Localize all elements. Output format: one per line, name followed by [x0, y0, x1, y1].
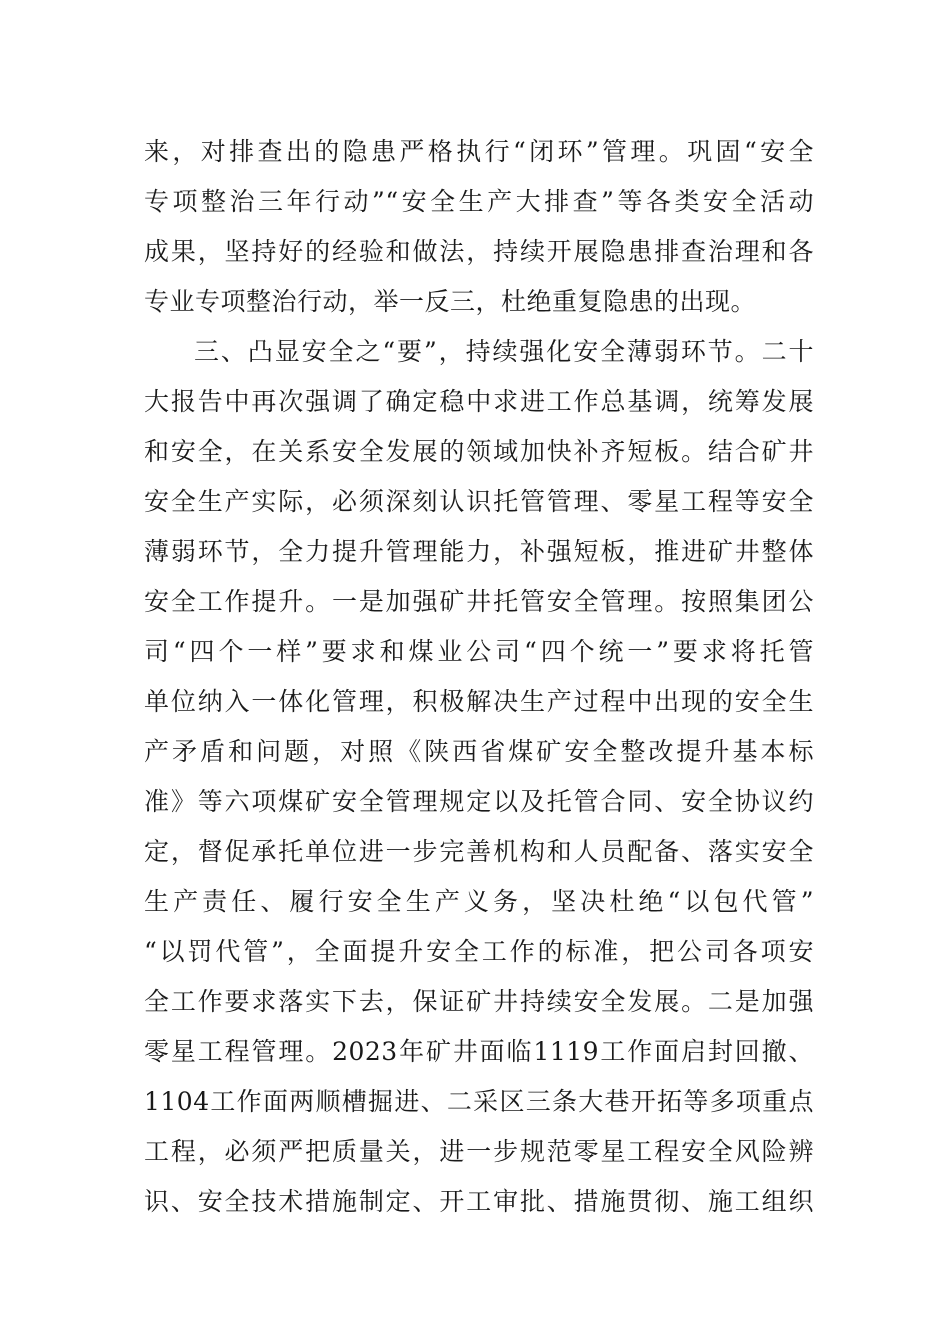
text-line: 成果，坚持好的经验和做法，持续开展隐患排查治理和各 [144, 237, 814, 266]
text-line: 专项整治三年行动”“安全生产大排查”等各类安全活动 [144, 187, 814, 216]
text-line: 识、安全技术措施制定、开工审批、措施贯彻、施工组织 [144, 1187, 814, 1216]
text-line: 专业专项整治行动，举一反三，杜绝重复隐患的出现。 [144, 287, 757, 316]
text-line: 安全生产实际，必须深刻认识托管管理、零星工程等安全 [144, 487, 814, 516]
text-line: 安全工作提升。一是加强矿井托管安全管理。按照集团公 [144, 587, 814, 616]
section-heading-line: 三、凸显安全之“要”，持续强化安全薄弱环节。二十 [194, 337, 814, 366]
text-line: 准》等六项煤矿安全管理规定以及托管合同、安全协议约 [144, 787, 814, 816]
text-line: 1104工作面两顺槽掘进、二采区三条大巷开拓等多项重点 [144, 1087, 814, 1116]
text-line: 生产责任、履行安全生产义务，坚决杜绝“以包代管” [144, 887, 814, 916]
text-line: 产矛盾和问题，对照《陕西省煤矿安全整改提升基本标 [144, 737, 814, 766]
body-text [144, 127, 814, 1227]
text-line: 工程，必须严把质量关，进一步规范零星工程安全风险辨 [144, 1137, 814, 1166]
text-line: 和安全，在关系安全发展的领域加快补齐短板。结合矿井 [144, 437, 814, 466]
text-line: 定，督促承托单位进一步完善机构和人员配备、落实安全 [144, 837, 814, 866]
text-line: “以罚代管”，全面提升安全工作的标准，把公司各项安 [144, 937, 814, 966]
text-line: 薄弱环节，全力提升管理能力，补强短板，推进矿井整体 [144, 537, 814, 566]
text-line: 来，对排查出的隐患严格执行“闭环”管理。巩固“安全 [144, 137, 814, 166]
text-line: 单位纳入一体化管理，积极解决生产过程中出现的安全生 [144, 687, 814, 716]
text-line: 大报告中再次强调了确定稳中求进工作总基调，统筹发展 [144, 387, 814, 416]
text-line: 零星工程管理。2023年矿井面临1119工作面启封回撤、 [144, 1037, 814, 1066]
text-line: 司“四个一样”要求和煤业公司“四个统一”要求将托管 [144, 637, 814, 666]
text-line: 全工作要求落实下去，保证矿井持续安全发展。二是加强 [144, 987, 814, 1016]
